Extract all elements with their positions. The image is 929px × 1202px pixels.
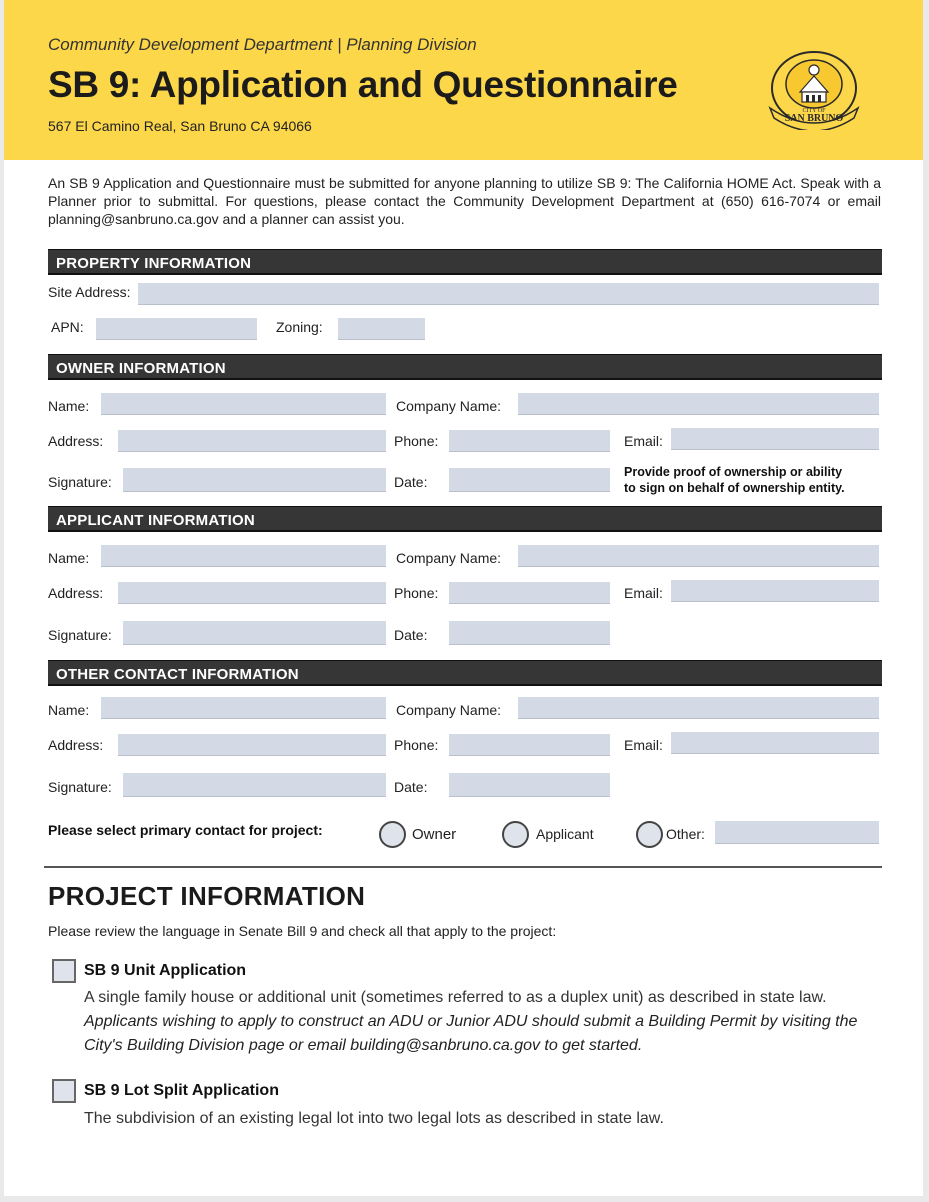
applicant-email-field[interactable]	[671, 580, 879, 602]
section-divider	[44, 866, 882, 868]
owner-phone-field[interactable]	[449, 430, 610, 452]
primary-contact-applicant-label: Applicant	[536, 826, 594, 842]
owner-signature-field[interactable]	[123, 468, 386, 492]
owner-email-label: Email:	[624, 433, 663, 449]
other-email-field[interactable]	[671, 732, 879, 754]
applicant-date-field[interactable]	[449, 621, 610, 645]
owner-company-label: Company Name:	[396, 398, 502, 414]
applicant-date-label: Date:	[394, 627, 428, 643]
owner-name-field[interactable]	[101, 393, 386, 415]
applicant-company-field[interactable]	[518, 545, 879, 567]
applicant-phone-label: Phone:	[394, 585, 439, 601]
site-address-label: Site Address:	[48, 284, 131, 300]
other-address-field[interactable]	[118, 734, 386, 756]
sb9-unit-description	[84, 986, 884, 1058]
applicant-email-label: Email:	[624, 585, 663, 601]
seal-top-text: CITY OF	[802, 108, 826, 114]
primary-contact-owner-radio[interactable]	[379, 821, 406, 848]
primary-contact-question: Please select primary contact for project:	[48, 822, 323, 838]
property-section-heading: PROPERTY INFORMATION	[48, 249, 882, 275]
apn-field[interactable]	[96, 318, 257, 340]
primary-contact-applicant-radio[interactable]	[502, 821, 529, 848]
other-signature-label: Signature:	[48, 779, 112, 795]
sb9-lot-split-checkbox[interactable]	[52, 1079, 76, 1103]
zoning-label: Zoning:	[276, 319, 323, 335]
applicant-address-field[interactable]	[118, 582, 386, 604]
seal-city-text: SAN BRUNO	[784, 113, 844, 124]
sb9-unit-title: SB 9 Unit Application	[84, 962, 247, 979]
sb9-lot-split-description: The subdivision of an existing legal lot into two legal lots as described in state law.	[84, 1110, 664, 1127]
applicant-company-label: Company Name:	[396, 550, 502, 566]
form-page	[4, 0, 923, 1196]
owner-email-field[interactable]	[671, 428, 879, 450]
other-email-label: Email:	[624, 737, 663, 753]
owner-section-heading: OWNER INFORMATION	[48, 354, 882, 380]
apn-label: APN:	[51, 319, 84, 335]
other-address-label: Address:	[48, 737, 104, 753]
site-address-field[interactable]	[138, 283, 879, 305]
project-info-heading: PROJECT INFORMATION	[48, 881, 366, 911]
intro-paragraph: An SB 9 Application and Questionnaire must be submitted for anyone planning to utilize SB 9: The California HOME Act. Speak with a Planner prior to submittal. For questions, please contact the Community Development Department at (650) 616-7074 or email planning@sanbruno.ca.gov and a planner can assist you.	[48, 175, 881, 227]
primary-contact-owner-label: Owner	[412, 826, 457, 843]
ownership-proof-note	[624, 464, 845, 496]
other-company-label: Company Name:	[396, 702, 502, 718]
ownership-note-line1: Provide proof of ownership or ability	[624, 465, 843, 479]
applicant-address-label: Address:	[48, 585, 104, 601]
zoning-field[interactable]	[338, 318, 425, 340]
sb9-unit-checkbox[interactable]	[52, 959, 76, 983]
sb9-lot-split-title: SB 9 Lot Split Application	[84, 1082, 279, 1099]
applicant-name-field[interactable]	[101, 545, 386, 567]
sb9-unit-desc-text: A single family house or additional unit (sometimes referred to as a duplex unit) as described in state law.	[84, 989, 827, 1006]
ownership-note-line2: to sign on behalf of ownership entity.	[624, 481, 845, 495]
owner-phone-label: Phone:	[394, 433, 439, 449]
header-banner	[4, 0, 923, 160]
applicant-phone-field[interactable]	[449, 582, 610, 604]
page-title: SB 9: Application and Questionnaire	[48, 64, 678, 105]
other-contact-section-heading: OTHER CONTACT INFORMATION	[48, 660, 882, 686]
other-date-field[interactable]	[449, 773, 610, 797]
other-phone-label: Phone:	[394, 737, 439, 753]
department-name: Community Development Department | Planning Division	[48, 35, 477, 54]
owner-date-field[interactable]	[449, 468, 610, 492]
other-name-field[interactable]	[101, 697, 386, 719]
primary-contact-other-label: Other:	[666, 826, 705, 842]
office-address: 567 El Camino Real, San Bruno CA 94066	[48, 118, 312, 134]
other-date-label: Date:	[394, 779, 428, 795]
applicant-name-label: Name:	[48, 550, 90, 566]
city-seal-logo	[764, 46, 864, 130]
owner-signature-label: Signature:	[48, 474, 112, 490]
primary-contact-other-radio[interactable]	[636, 821, 663, 848]
applicant-signature-field[interactable]	[123, 621, 386, 645]
owner-date-label: Date:	[394, 474, 428, 490]
sb9-unit-adu-note: Applicants wishing to apply to construct an ADU or Junior ADU should submit a Building Permit by visiting the City's Building Division page or email building@sanbruno.ca.gov to get started.	[84, 1013, 858, 1054]
other-company-field[interactable]	[518, 697, 879, 719]
applicant-signature-label: Signature:	[48, 627, 112, 643]
other-signature-field[interactable]	[123, 773, 386, 797]
owner-address-label: Address:	[48, 433, 104, 449]
owner-company-field[interactable]	[518, 393, 879, 415]
other-name-label: Name:	[48, 702, 90, 718]
other-phone-field[interactable]	[449, 734, 610, 756]
owner-name-label: Name:	[48, 398, 90, 414]
primary-contact-other-field[interactable]	[715, 821, 879, 844]
project-info-instruction: Please review the language in Senate Bill 9 and check all that apply to the project:	[48, 923, 557, 939]
applicant-section-heading: APPLICANT INFORMATION	[48, 506, 882, 532]
owner-address-field[interactable]	[118, 430, 386, 452]
